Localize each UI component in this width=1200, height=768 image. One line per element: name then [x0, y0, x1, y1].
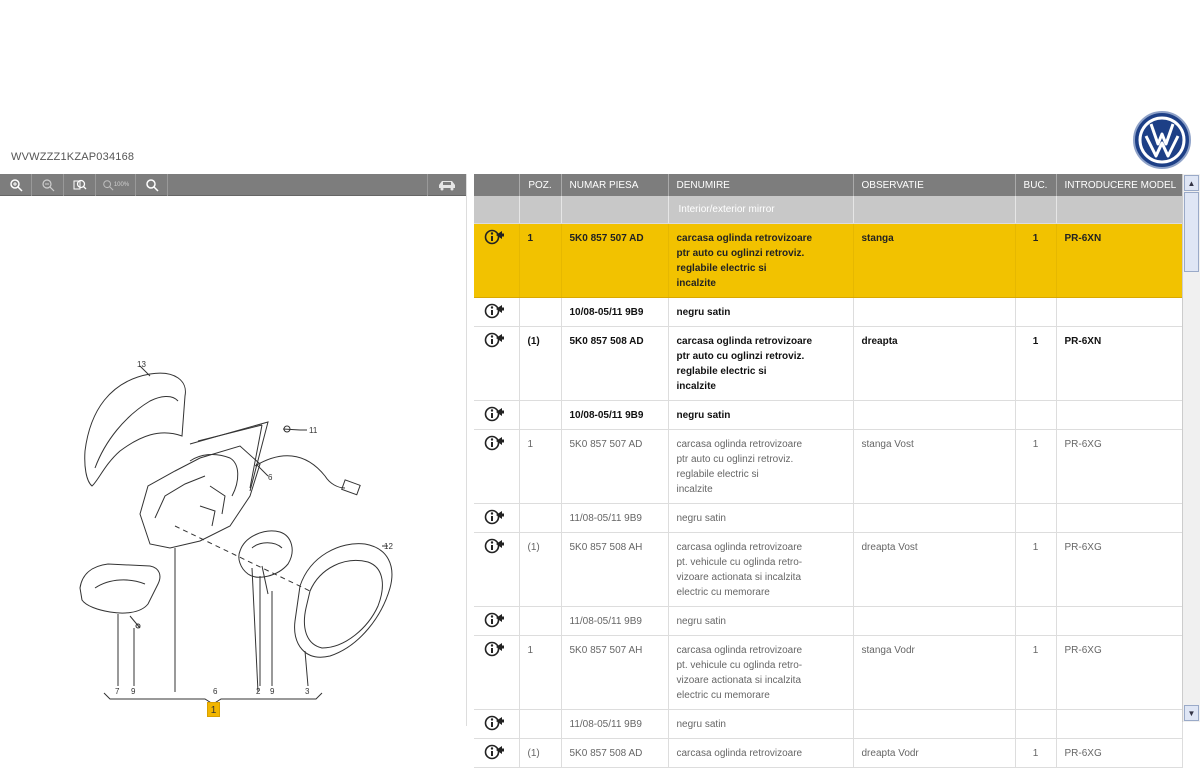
qty-cell	[1015, 607, 1056, 636]
scroll-thumb[interactable]	[1184, 192, 1199, 272]
qty-cell: 1	[1015, 636, 1056, 710]
poz-cell: 1	[519, 430, 561, 504]
zoom-100-label: 100%	[113, 181, 130, 188]
part-number-cell: 5K0 857 508 AH	[561, 533, 668, 607]
name-cell	[668, 607, 853, 636]
table-row[interactable]	[474, 430, 1182, 504]
name-cell	[668, 224, 853, 298]
diagram-toolbar	[0, 174, 466, 196]
table-row[interactable]	[474, 224, 1182, 298]
qty-cell: 1	[1015, 533, 1056, 607]
name-line: ptr auto cu oglinzi retroviz.	[676, 248, 805, 259]
qty-cell	[1015, 401, 1056, 430]
group-row	[474, 196, 1182, 224]
name-line: negru satin	[676, 513, 726, 524]
model-cell	[1056, 401, 1182, 430]
name-line: vizoare actionata si incalzita	[676, 675, 802, 686]
info-cell[interactable]	[474, 533, 519, 607]
col-observation[interactable]: OBSERVATIE	[853, 174, 1015, 196]
observation-cell: stanga Vost	[853, 430, 1015, 504]
observation-cell	[853, 298, 1015, 327]
name-line: carcasa oglinda retrovizoare	[676, 233, 813, 244]
group-label: Interior/exterior mirror	[668, 196, 853, 224]
info-arrow-icon[interactable]	[484, 302, 519, 320]
zoom-100-icon[interactable]	[96, 174, 136, 196]
part-number-cell: 10/08-05/11 9B9	[561, 401, 668, 430]
model-cell: PR-6XG	[1056, 636, 1182, 710]
qty-cell: 1	[1015, 430, 1056, 504]
model-cell: PR-6XG	[1056, 739, 1182, 768]
info-arrow-icon[interactable]	[484, 228, 519, 246]
info-cell[interactable]	[474, 327, 519, 401]
name-line: carcasa oglinda retrovizoare	[676, 336, 813, 347]
part-number-cell: 11/08-05/11 9B9	[561, 710, 668, 739]
callout-13[interactable]: 13	[137, 360, 146, 369]
name-cell	[668, 533, 853, 607]
name-line: ptr auto cu oglinzi retroviz.	[676, 454, 794, 465]
model-cell: PR-6XG	[1056, 533, 1182, 607]
poz-cell	[519, 710, 561, 739]
poz-cell	[519, 298, 561, 327]
callout-6[interactable]: 6	[268, 473, 273, 482]
parts-table-container	[474, 174, 1182, 759]
name-line: carcasa oglinda retrovizoare	[676, 645, 803, 656]
poz-cell: 1	[519, 224, 561, 298]
col-name[interactable]: DENUMIRE	[668, 174, 853, 196]
vw-logo	[1132, 110, 1192, 170]
name-cell	[668, 401, 853, 430]
observation-cell: stanga Vodr	[853, 636, 1015, 710]
callout-12[interactable]: 12	[384, 542, 393, 551]
qty-cell: 1	[1015, 739, 1056, 768]
callout-7[interactable]: 7	[115, 687, 120, 696]
observation-cell: dreapta Vodr	[853, 739, 1015, 768]
observation-cell: dreapta Vost	[853, 533, 1015, 607]
qty-cell	[1015, 710, 1056, 739]
name-line: reglabile electric si	[676, 469, 759, 480]
table-row[interactable]	[474, 533, 1182, 607]
col-icon	[474, 174, 519, 196]
part-number-cell: 5K0 857 507 AH	[561, 636, 668, 710]
name-cell	[668, 430, 853, 504]
table-row[interactable]	[474, 327, 1182, 401]
info-arrow-icon[interactable]	[484, 331, 519, 349]
search-icon[interactable]	[136, 174, 168, 196]
name-cell	[668, 710, 853, 739]
callout-9[interactable]: 9	[131, 687, 136, 696]
name-cell	[668, 636, 853, 710]
name-line: electric cu memorare	[676, 690, 770, 701]
callout-2[interactable]: 2	[256, 687, 261, 696]
table-scrollbar[interactable]	[1182, 174, 1200, 722]
name-cell	[668, 298, 853, 327]
table-row[interactable]	[474, 401, 1182, 430]
observation-cell	[853, 504, 1015, 533]
model-cell: PR-6XN	[1056, 224, 1182, 298]
car-icon[interactable]	[428, 174, 466, 196]
info-cell[interactable]	[474, 298, 519, 327]
vin-label: WVWZZZ1KZAP034168	[11, 151, 135, 163]
name-line: electric cu memorare	[676, 587, 770, 598]
callout-9b[interactable]: 9	[270, 687, 275, 696]
model-cell	[1056, 710, 1182, 739]
name-line: incalzite	[676, 278, 716, 289]
name-line: carcasa oglinda retrovizoare	[676, 748, 803, 759]
zoom-in-icon[interactable]	[0, 174, 32, 196]
info-arrow-icon[interactable]	[484, 434, 519, 452]
qty-cell	[1015, 298, 1056, 327]
table-row[interactable]	[474, 710, 1182, 739]
col-qty[interactable]: BUC.	[1015, 174, 1056, 196]
panel-divider[interactable]	[466, 174, 474, 726]
scroll-down-button[interactable]: ▼	[1184, 705, 1199, 721]
name-line: incalzite	[676, 484, 713, 495]
model-cell: PR-6XG	[1056, 430, 1182, 504]
info-arrow-icon[interactable]	[484, 743, 519, 761]
info-cell[interactable]	[474, 710, 519, 739]
table-row[interactable]	[474, 636, 1182, 710]
observation-cell	[853, 710, 1015, 739]
qty-cell: 1	[1015, 327, 1056, 401]
info-cell[interactable]	[474, 430, 519, 504]
info-arrow-icon[interactable]	[484, 640, 519, 658]
callout-6-bottom[interactable]: 6	[213, 687, 218, 696]
info-cell[interactable]	[474, 401, 519, 430]
info-cell[interactable]	[474, 739, 519, 768]
name-line: pt. vehicule cu oglinda retro-	[676, 557, 803, 568]
table-header	[474, 174, 1182, 196]
col-poz[interactable]: POZ.	[519, 174, 561, 196]
info-cell[interactable]	[474, 224, 519, 298]
info-arrow-icon[interactable]	[484, 537, 519, 555]
callout-11[interactable]: 11	[309, 426, 318, 435]
info-cell[interactable]	[474, 636, 519, 710]
name-cell	[668, 327, 853, 401]
scroll-up-button[interactable]: ▲	[1184, 175, 1199, 191]
name-line: ptr auto cu oglinzi retroviz.	[676, 351, 805, 362]
poz-cell: (1)	[519, 327, 561, 401]
info-arrow-icon[interactable]	[484, 508, 519, 526]
name-line: incalzite	[676, 381, 716, 392]
info-arrow-icon[interactable]	[484, 611, 519, 629]
info-cell[interactable]	[474, 607, 519, 636]
parts-diagram[interactable]	[0, 196, 466, 726]
table-row[interactable]	[474, 298, 1182, 327]
name-line: negru satin	[676, 307, 731, 318]
poz-cell	[519, 607, 561, 636]
model-cell	[1056, 504, 1182, 533]
observation-cell	[853, 607, 1015, 636]
table-row[interactable]	[474, 504, 1182, 533]
name-cell	[668, 504, 853, 533]
zoom-out-icon[interactable]	[32, 174, 64, 196]
name-line: carcasa oglinda retrovizoare	[676, 542, 803, 553]
observation-cell: stanga	[853, 224, 1015, 298]
poz-cell: 1	[519, 636, 561, 710]
poz-cell	[519, 401, 561, 430]
info-arrow-icon[interactable]	[484, 714, 519, 732]
model-cell	[1056, 298, 1182, 327]
part-number-cell: 5K0 857 508 AD	[561, 327, 668, 401]
table-row[interactable]	[474, 739, 1182, 768]
name-line: carcasa oglinda retrovizoare	[676, 439, 803, 450]
name-line: negru satin	[676, 616, 726, 627]
parts-table	[474, 174, 1183, 768]
mirror-exploded-view	[0, 196, 466, 726]
callout-3[interactable]: 3	[305, 687, 310, 696]
name-cell	[668, 739, 853, 768]
col-part-number[interactable]: NUMAR PIESA	[561, 174, 668, 196]
poz-cell: (1)	[519, 739, 561, 768]
zoom-fit-icon[interactable]	[64, 174, 96, 196]
name-line: vizoare actionata si incalzita	[676, 572, 802, 583]
part-number-cell: 11/08-05/11 9B9	[561, 607, 668, 636]
part-number-cell: 5K0 857 507 AD	[561, 224, 668, 298]
poz-cell: (1)	[519, 533, 561, 607]
name-line: pt. vehicule cu oglinda retro-	[676, 660, 803, 671]
name-line: reglabile electric si	[676, 263, 767, 274]
name-line: negru satin	[676, 410, 731, 421]
info-arrow-icon[interactable]	[484, 405, 519, 423]
poz-cell	[519, 504, 561, 533]
qty-cell: 1	[1015, 224, 1056, 298]
callout-selected[interactable]: 1	[207, 702, 220, 717]
model-cell: PR-6XN	[1056, 327, 1182, 401]
info-cell[interactable]	[474, 504, 519, 533]
name-line: negru satin	[676, 719, 726, 730]
qty-cell	[1015, 504, 1056, 533]
part-number-cell: 10/08-05/11 9B9	[561, 298, 668, 327]
col-model[interactable]: INTRODUCERE MODEL	[1056, 174, 1182, 196]
name-line: reglabile electric si	[676, 366, 767, 377]
part-number-cell: 5K0 857 508 AD	[561, 739, 668, 768]
part-number-cell: 5K0 857 507 AD	[561, 430, 668, 504]
observation-cell: dreapta	[853, 327, 1015, 401]
table-row[interactable]	[474, 607, 1182, 636]
observation-cell	[853, 401, 1015, 430]
model-cell	[1056, 607, 1182, 636]
part-number-cell: 11/08-05/11 9B9	[561, 504, 668, 533]
